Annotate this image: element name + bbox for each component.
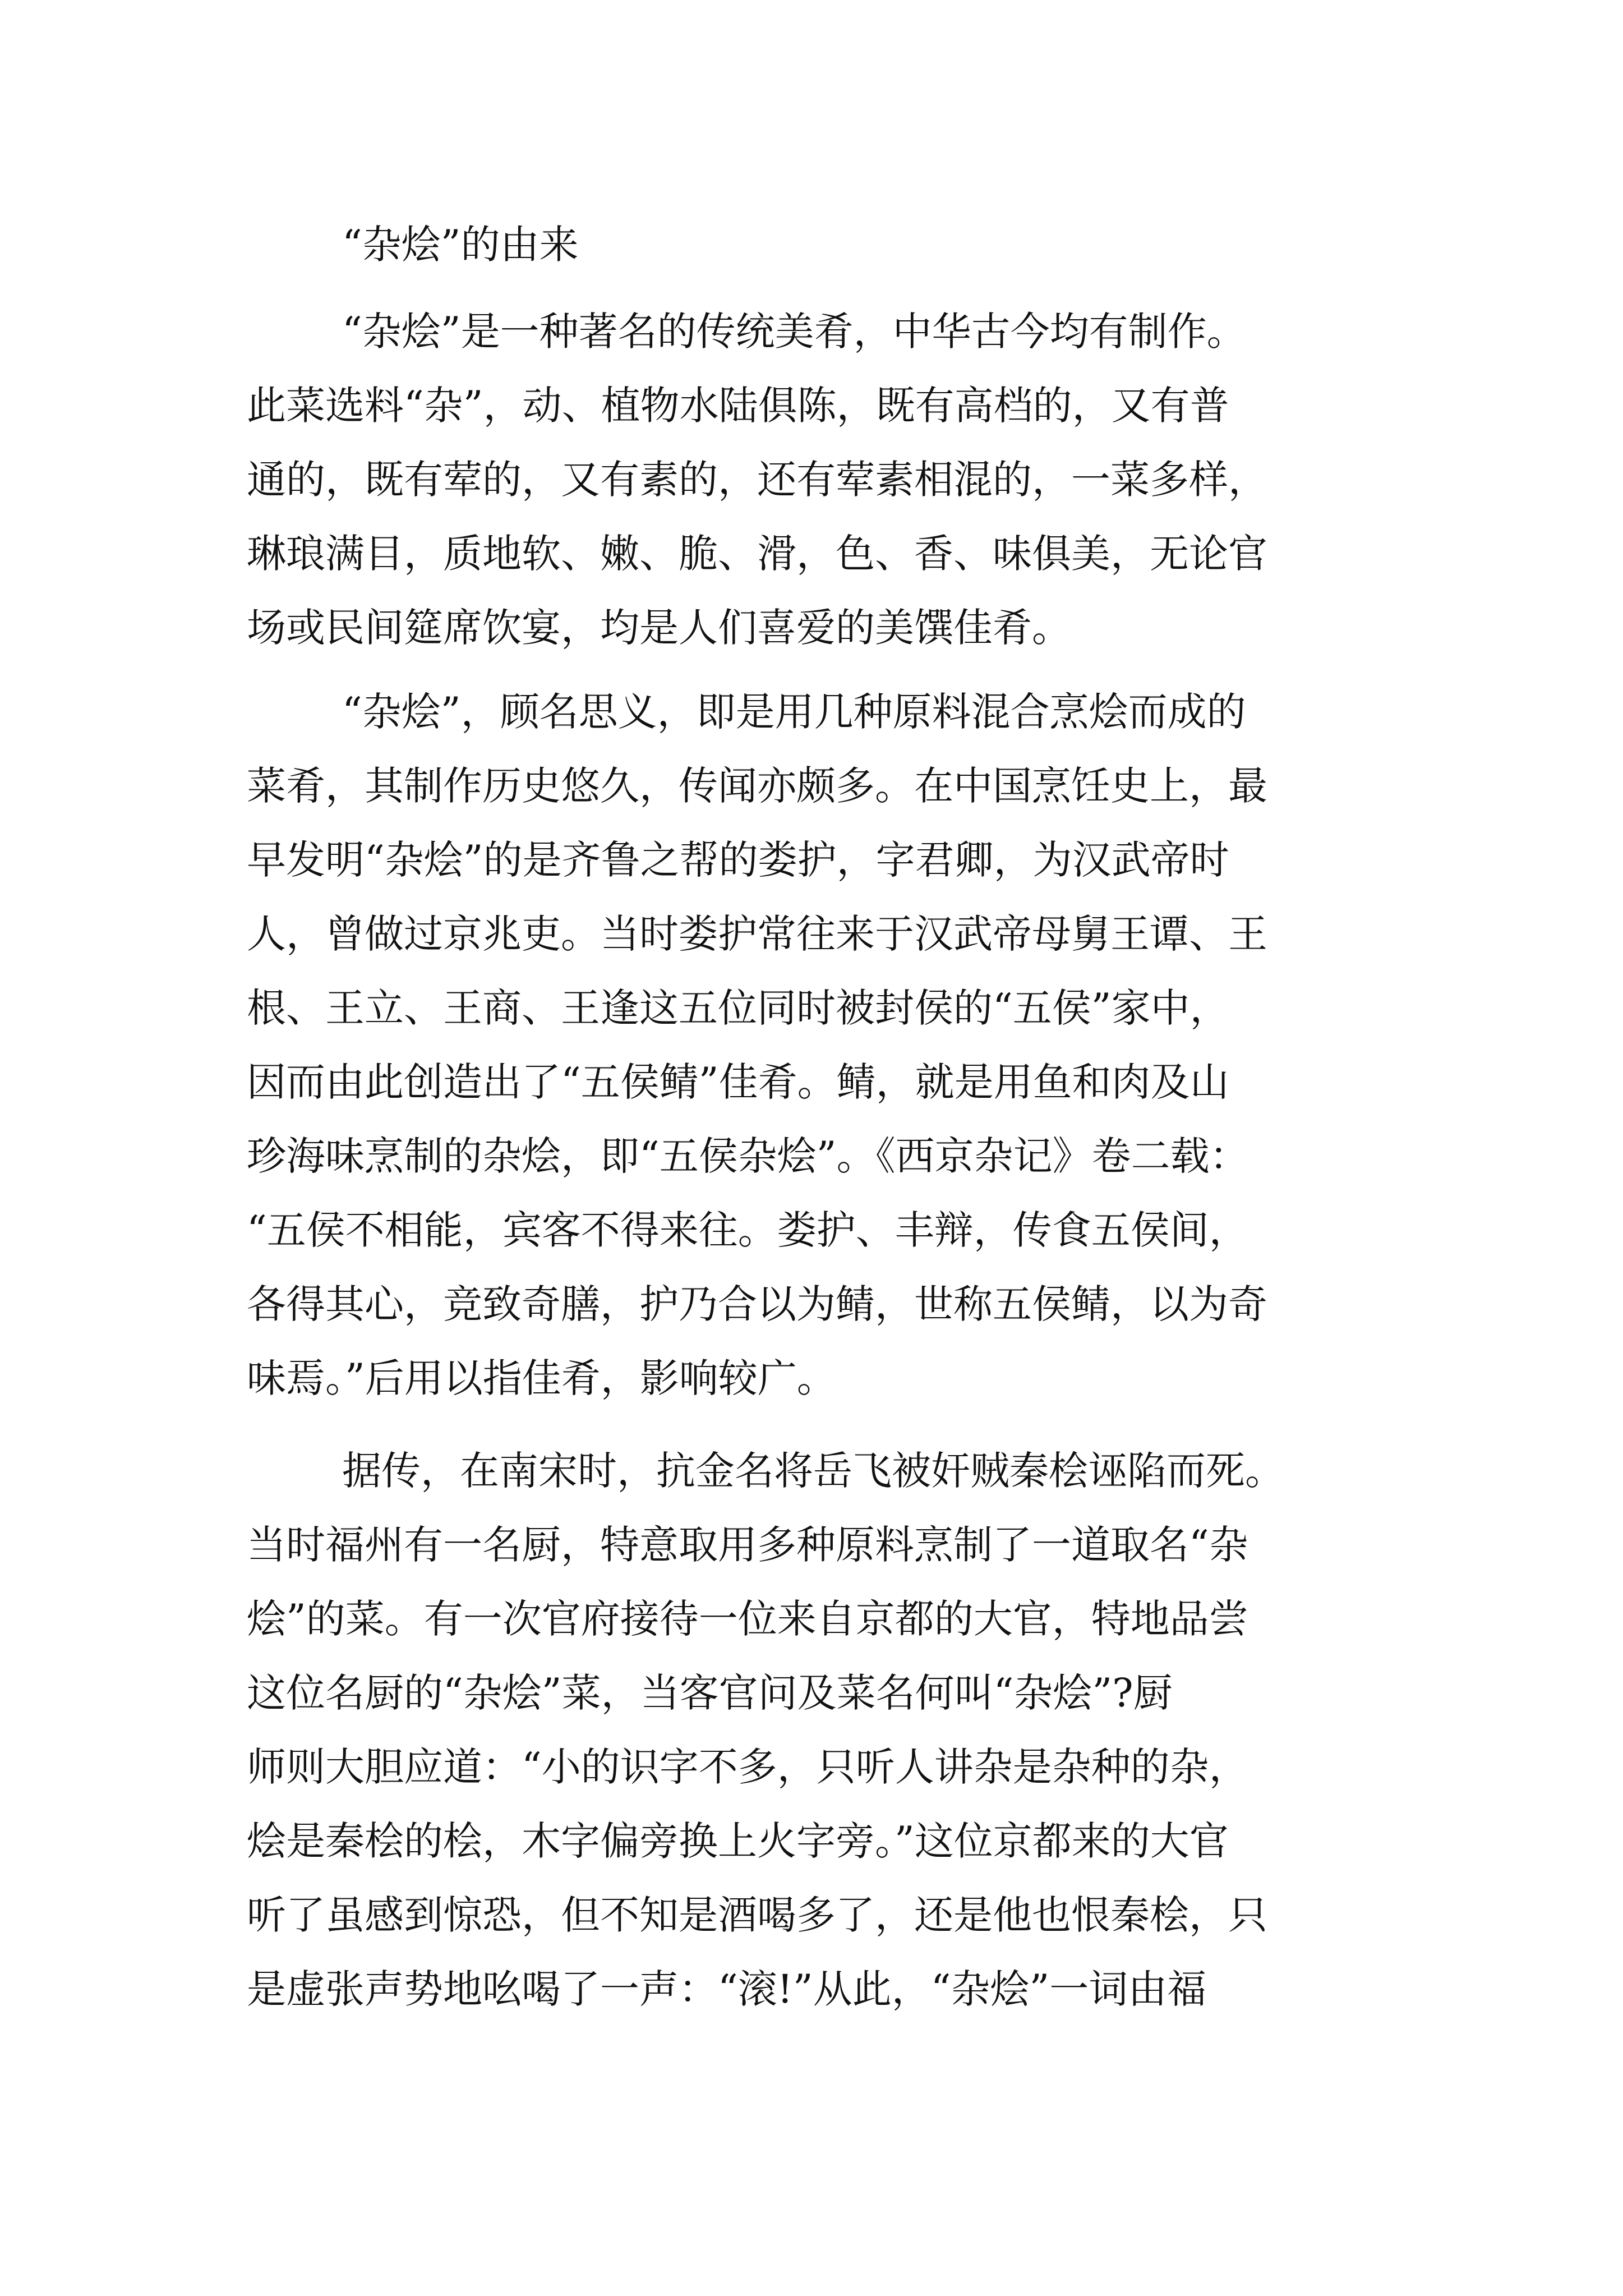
paragraph-3-line-4: 这位名厨的“杂烩”菜，当客官问及菜名何叫“杂烩”?厨 [247,1670,1173,1716]
paragraph-2-line-5: 根、王立、王商、王逢这五位同时被封侯的“五侯”家中， [247,985,1229,1031]
document-title: “杂烩”的由来 [342,222,579,268]
paragraph-3-line-8: 是虚张声势地吆喝了一声：“滚!”从此，“杂烩”一词由福 [247,1966,1207,2012]
paragraph-3-line-1: 据传，在南宋时，抗金名将岳飞被奸贼秦桧诬陷而死。 [342,1448,1284,1494]
paragraph-1-line-5: 场或民间筵席饮宴，均是人们喜爱的美馔佳肴。 [247,605,1071,651]
paragraph-1-line-3: 通的，既有荤的，又有素的，还有荤素相混的，一菜多样， [247,457,1267,503]
paragraph-2-line-8: “五侯不相能，宾客不得来往。娄护、丰辩，传食五侯间， [247,1207,1248,1253]
paragraph-1-line-2: 此菜选料“杂”，动、植物水陆俱陈，既有高档的，又有普 [247,383,1229,429]
paragraph-2-line-2: 菜肴，其制作历史悠久，传闻亦颇多。在中国烹饪史上，最 [247,763,1267,809]
paragraph-2-line-9: 各得其心，竞致奇膳，护乃合以为鲭，世称五侯鲭，以为奇 [247,1281,1267,1327]
paragraph-1-line-4: 琳琅满目，质地软、嫩、脆、滑，色、香、味俱美，无论官 [247,531,1267,577]
paragraph-3-line-3: 烩”的菜。有一次官府接待一位来自京都的大官，特地品尝 [247,1596,1248,1642]
paragraph-2-line-10: 味焉。”后用以指佳肴，影响较广。 [247,1355,836,1401]
paragraph-2-line-7: 珍海味烹制的杂烩，即“五侯杂烩”。《西京杂记》卷二载： [247,1133,1249,1179]
paragraph-2-line-6: 因而由此创造出了“五侯鲭”佳肴。鲭，就是用鱼和肉及山 [247,1059,1229,1105]
paragraph-3-line-6: 烩是秦桧的桧，木字偏旁换上火字旁。”这位京都来的大官 [247,1818,1229,1864]
paragraph-2-line-3: 早发明“杂烩”的是齐鲁之帮的娄护，字君卿，为汉武帝时 [247,837,1229,883]
paragraph-3-line-5: 师则大胆应道：“小的识字不多，只听人讲杂是杂种的杂， [247,1744,1248,1790]
paragraph-3-line-7: 听了虽感到惊恐，但不知是酒喝多了，还是他也恨秦桧，只 [247,1892,1267,1938]
paragraph-2-line-4: 人，曾做过京兆吏。当时娄护常往来于汉武帝母舅王谭、王 [247,911,1267,957]
paragraph-1-line-1: “杂烩”是一种著名的传统美肴，中华古今均有制作。 [342,309,1246,355]
paragraph-3-line-2: 当时福州有一名厨，特意取用多种原料烹制了一道取名“杂 [247,1522,1248,1568]
paragraph-2-line-1: “杂烩”，顾名思义，即是用几种原料混合烹烩而成的 [342,689,1246,735]
